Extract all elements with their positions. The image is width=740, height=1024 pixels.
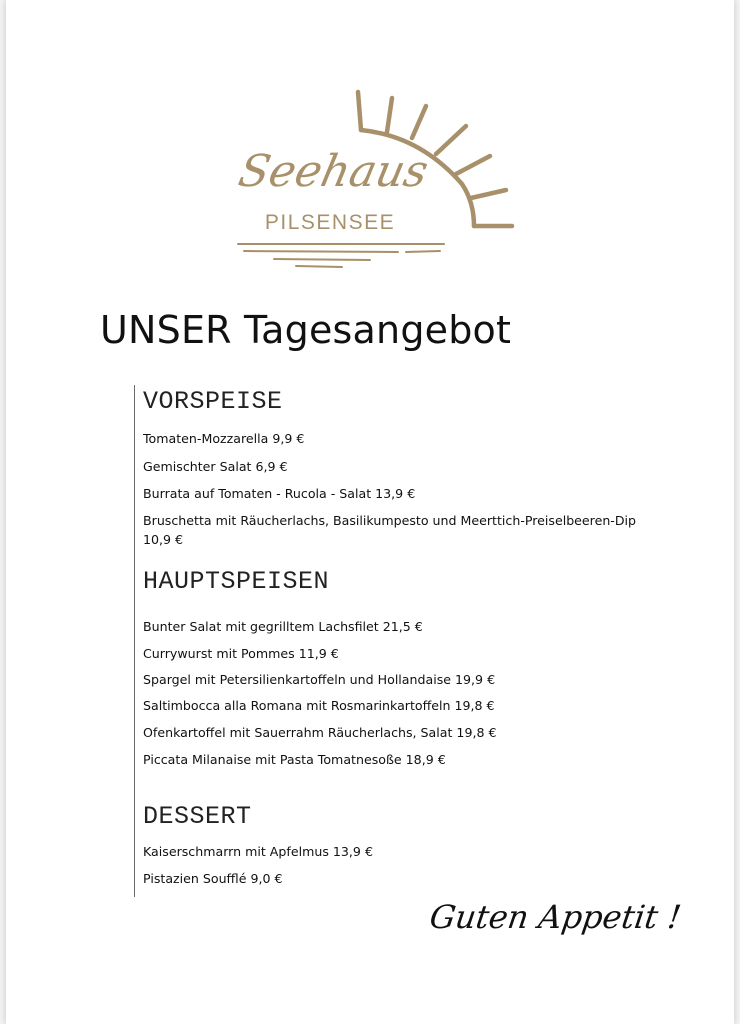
menu-item: Bruschetta mit Räucherlachs, Basilikumpesto und Meerttich-Preiselbeeren-Dip 10,9 € bbox=[143, 513, 637, 547]
signoff-text: Guten Appetit ! bbox=[427, 898, 684, 936]
menu-item: Ofenkartoffel mit Sauerrahm Räucherlachs, Salat 19,8 € bbox=[143, 725, 497, 740]
menu-item: Pistazien Soufflé 9,0 € bbox=[143, 871, 283, 886]
menu-item: Bunter Salat mit gegrilltem Lachsfilet 21,5 € bbox=[143, 619, 423, 634]
menu-item: Piccata Milanaise mit Pasta Tomatnesoße 18,9 € bbox=[143, 752, 446, 767]
menu-page bbox=[6, 0, 734, 1024]
section-heading-hauptspeisen: HAUPTSPEISEN bbox=[143, 567, 330, 596]
section-heading-dessert: DESSERT bbox=[143, 802, 252, 831]
sun-icon bbox=[230, 84, 520, 274]
menu-item: Gemischter Salat 6,9 € bbox=[143, 459, 288, 474]
menu-item: Currywurst mit Pommes 11,9 € bbox=[143, 646, 339, 661]
menu-item: Burrata auf Tomaten - Rucola - Salat 13,9 € bbox=[143, 486, 416, 501]
menu-item: Spargel mit Petersilienkartoffeln und Hollandaise 19,9 € bbox=[143, 672, 496, 687]
brand-location: PILSENSEE bbox=[264, 211, 396, 234]
section-heading-vorspeise: VORSPEISE bbox=[143, 387, 283, 416]
menu-list bbox=[134, 385, 694, 897]
brand-name: Seehaus bbox=[234, 146, 433, 197]
water-waves-icon bbox=[238, 244, 444, 267]
menu-item: Saltimbocca alla Romana mit Rosmarinkartoffeln 19,8 € bbox=[143, 698, 495, 713]
seehaus-logo bbox=[230, 84, 520, 274]
menu-item: Tomaten-Mozzarella 9,9 € bbox=[143, 431, 305, 446]
menu-item: Kaiserschmarrn mit Apfelmus 13,9 € bbox=[143, 844, 373, 859]
page-title: UNSER Tagesangebot bbox=[100, 308, 512, 352]
